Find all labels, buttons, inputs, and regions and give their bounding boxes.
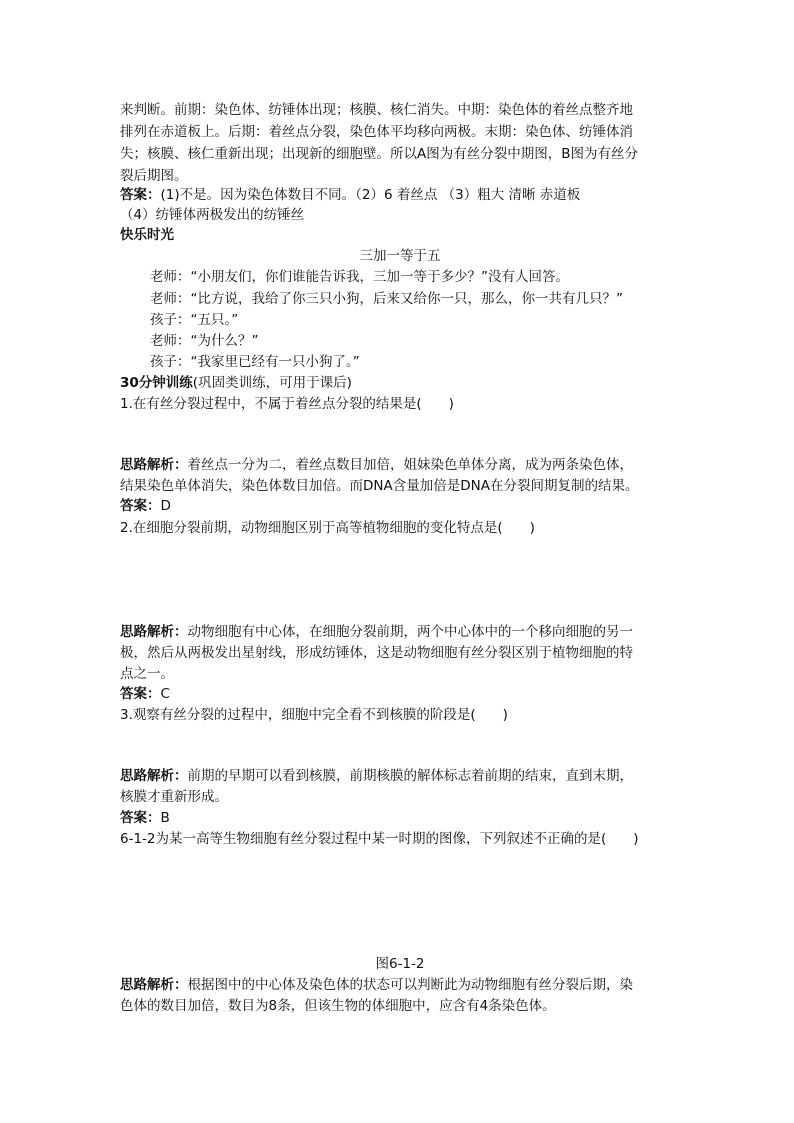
- joke-line: 孩子：“五只。”: [150, 312, 239, 328]
- answer-text: B: [160, 810, 170, 826]
- training-header-bold: 30分钟训练: [120, 375, 193, 391]
- analysis-text: 着丝点一分为二，着丝点数目加倍，姐妹染色单体分离，成为两条染色体，: [187, 457, 633, 473]
- joke-line: 孩子：“我家里已经有一只小狗了。”: [150, 354, 360, 370]
- answer-continuation: （4）纺锤体两极发出的纺锤丝: [120, 207, 305, 223]
- joke-title: 三加一等于五: [359, 248, 441, 264]
- analysis-line: 极，然后从两极发出星射线，形成纺锤体，这是动物细胞有丝分裂区别于植物细胞的特: [120, 645, 633, 661]
- analysis-line: 色体的数目加倍，数目为8条，但该生物的体细胞中，应含有4条染色体。: [120, 998, 556, 1014]
- answer-line: [120, 684, 680, 705]
- answer-label: 答案：: [120, 498, 161, 514]
- analysis-label: 思路解析：: [120, 977, 188, 993]
- question-1: 1.在有丝分裂过程中，不属于着丝点分裂的结果是( ): [120, 396, 454, 412]
- figure-caption: 图6-1-2: [375, 956, 425, 972]
- joke-line: 老师：“小朋友们，你们谁能告诉我，三加一等于多少？”没有人回答。: [150, 269, 569, 285]
- section-title: 快乐时光: [120, 227, 174, 243]
- analysis-text: 前期的早期可以看到核膜，前期核膜的解体标志着前期的结束，直到末期，: [187, 768, 633, 784]
- joke-line: 老师：“比方说，我给了你三只小狗，后来又给你一只，那么，你一共有几只？”: [150, 291, 623, 307]
- analysis-text: 根据图中的中心体及染色体的状态可以判断此为动物细胞有丝分裂后期，染: [187, 977, 633, 993]
- question-3: 3.观察有丝分裂的过程中，细胞中完全看不到核膜的阶段是( ): [120, 707, 508, 723]
- training-header-rest: (巩固类训练，可用于课后): [192, 375, 352, 391]
- answer-line: [120, 496, 680, 517]
- analysis-line: [120, 766, 680, 787]
- analysis-label: 思路解析：: [120, 768, 188, 784]
- answer-line: [120, 808, 680, 829]
- answer-label: 答案：: [120, 686, 161, 702]
- answer-text: D: [160, 498, 171, 514]
- analysis-line: 裂后期图。: [120, 168, 188, 184]
- analysis-line: 失；核膜、核仁重新出现；出现新的细胞壁。所以A图为有丝分裂中期图，B图为有丝分: [120, 146, 638, 162]
- training-header: [120, 373, 680, 394]
- analysis-text: 动物细胞有中心体，在细胞分裂前期，两个中心体中的一个移向细胞的另一: [187, 624, 633, 640]
- analysis-line: [120, 975, 680, 996]
- answer-label: 答案：: [120, 810, 161, 826]
- analysis-label: 思路解析：: [120, 624, 188, 640]
- analysis-line: 排列在赤道板上。后期：着丝点分裂，染色体平均移向两极。末期：染色体、纺锤体消: [120, 124, 633, 140]
- joke-line: 老师：“为什么？”: [150, 333, 259, 349]
- question-4: 6-1-2为某一高等生物细胞有丝分裂过程中某一时期的图像，下列叙述不正确的是( ): [120, 831, 639, 847]
- answer-label: 答案：: [120, 187, 161, 203]
- analysis-line: 来判断。前期：染色体、纺锤体出现；核膜、核仁消失。中期：染色体的着丝点整齐地: [120, 102, 633, 118]
- answer-text: C: [160, 686, 170, 702]
- question-2: 2.在细胞分裂前期，动物细胞区别于高等植物细胞的变化特点是( ): [120, 520, 535, 536]
- answer-text: (1)不是。因为染色体数目不同。（2）6 着丝点 （3）粗大 清晰 赤道板: [160, 187, 581, 203]
- analysis-line: 结果染色单体消失，染色体数目加倍。而DNA含量加倍是DNA在分裂间期复制的结果。: [120, 478, 639, 494]
- answer-line: [120, 185, 680, 206]
- analysis-label: 思路解析：: [120, 457, 188, 473]
- analysis-line: 点之一。: [120, 666, 174, 682]
- analysis-line: 核膜才重新形成。: [120, 789, 228, 805]
- analysis-line: [120, 455, 680, 476]
- analysis-line: [120, 622, 680, 643]
